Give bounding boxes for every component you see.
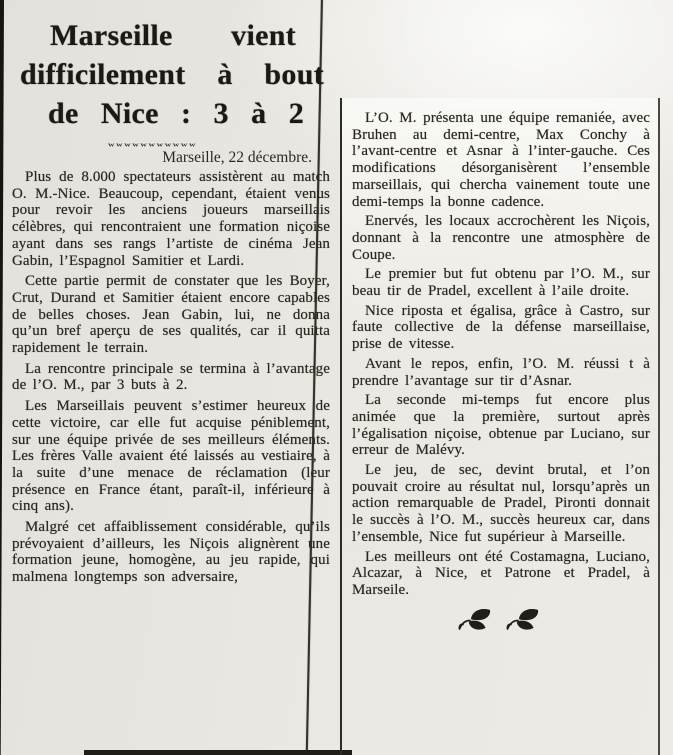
fleuron-leaf-icon: [457, 607, 497, 631]
article-headline: [12, 16, 330, 133]
left-edge-rule: [0, 0, 4, 755]
right-paragraph-3: Le premier but fut obtenu par l’O. M., sur beau tir de Pradel, excellent à l’aile droite.: [352, 266, 650, 300]
right-paragraph-1: L’O. M. présenta une équipe remaniée, avec Bruhen au demi-centre, Max Conchy à l’avant-centre et Asnar à l’inter-gauche. Ces modifications désorganisèrent l’ensemble marseillais, qui chercha vainement toute une demi-temps la bonne cadence.: [352, 110, 650, 210]
left-column: [12, 10, 330, 755]
fleuron-leaf-icon: [505, 607, 545, 631]
left-paragraph-2: Cette partie permit de constater que les Boyer, Crut, Durand et Samitier étaient encore capables de belles choses. Jean Gabin, lui, ne donna qu’un bref aperçu de ses qualités, car il quitta rapidement le terrain.: [12, 273, 330, 357]
right-paragraph-5: Avant le repos, enfin, l’O. M. réussi t à prendre l’avantage sur tir d’Asnar.: [352, 355, 650, 389]
left-paragraph-3: La rencontre principale se termina à l’avantage de l’O. M., par 3 buts à 2.: [12, 360, 330, 394]
squiggle-ornament: wwwwwwwwwww: [108, 140, 198, 148]
right-paragraph-7: Le jeu, de sec, devint brutal, et l’on pouvait croire au résultat nul, lorsqu’après un action remarquable de Pradel, Pironti donnait le succès à l’O. M., succès heureux car, dans l’ensemble, Nice fut supérieur à Marseille.: [352, 462, 650, 545]
left-paragraph-1: Plus de 8.000 spectateurs assistèrent au match O. M.-Nice. Beaucoup, cependant, étaient venus pour revoir les anciens joueurs marseillais célèbres, qui rencontraient une formation niçoise ayant dans ses rangs l’artiste de cinéma Jean Gabin, l’Espagnol Samitier et Lardi.: [12, 169, 330, 269]
end-ornament: [352, 607, 650, 631]
right-paragraph-6: La seconde mi-temps fut encore plus animée que la première, surtout après l’égalisation niçoise, obtenue par Luciano, sur erreur de Malévy.: [352, 392, 650, 459]
right-paragraph-8: Les meilleurs ont été Costamagna, Luciano, Alcazar, à Nice, et Patrone et Pradel, à Marseile.: [352, 548, 650, 598]
right-paragraph-2: Enervés, les locaux accrochèrent les Niçois, donnant à la rencontre une atmosphère de Coupe.: [352, 213, 650, 263]
headline-line-2: difficilement à bout: [20, 58, 324, 91]
right-column: [340, 98, 660, 755]
right-paragraph-4: Nice riposta et égalisa, grâce à Castro, sur faute collective de la défense marseillaise, prise de vitesse.: [352, 302, 650, 353]
left-paragraph-4: Les Marseillais peuvent s’estimer heureux de cette victoire, car elle fut acquise péniblement, sur une équipe privée de ses meilleurs éléments. Les frères Valle avaient été laissés au vestiaire, à la suite d’une menace de réclamation (leur présence en France étant, paraît-il, inférieure à cinq ans).: [12, 398, 330, 515]
dateline: Marseille, 22 décembre.: [162, 149, 312, 166]
headline-line-3: de Nice : 3 à 2: [48, 97, 304, 130]
left-paragraph-5: Malgré cet affaiblissement considérable, qu’ils prévoyaient d’ailleurs, les Niçois alignèrent une formation jeune, homogène, au jeu rapide, qui malmena longtemps son adversaire,: [12, 519, 330, 586]
headline-line-1: Marseille vient: [50, 19, 296, 52]
